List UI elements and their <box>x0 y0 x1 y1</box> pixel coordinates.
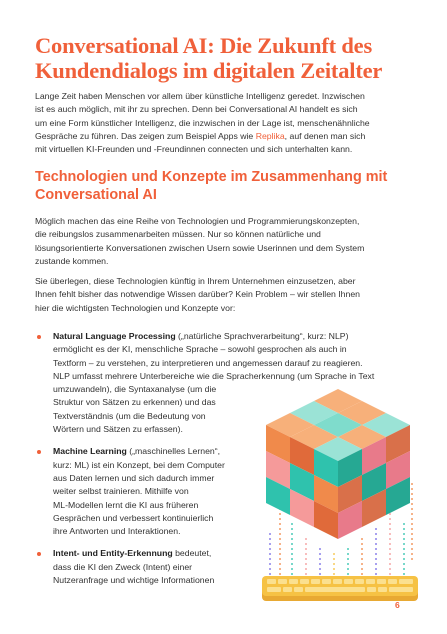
title-line: Conversational AI: Die Zukunft des <box>35 33 372 58</box>
paragraph-technologies <box>35 215 364 268</box>
text-fragment: Gespräche zu führen. Das zeigen zum Beispiel Apps wie <box>35 130 256 141</box>
text-line: NLP umfasst mehrere Unterbereiche wie die Spracherkennung (um Sprache in Text <box>53 370 375 381</box>
text-fragment: („maschinelles Lernen“, <box>126 446 221 457</box>
text-line: Textverständnis (um die Bedeutung von <box>53 410 206 421</box>
term-label: Intent- und Entity-Erkennung <box>53 548 173 559</box>
text-line: um eine Form künstlicher Intelligenz, die inzwischen in der Lage ist, menschenähnliche <box>35 117 370 128</box>
paragraph-intro-list <box>35 275 360 315</box>
text-line: ist es auch möglich, mit ihr zu sprechen. Denn bei Conversational AI handelt es sich <box>35 104 358 115</box>
page-title <box>35 33 415 83</box>
text-line: aus Daten lernen und sich dadurch immer <box>53 472 215 483</box>
text-line: Textform – zu verstehen, zu interpretieren und angemessen darauf zu reagieren. <box>53 357 363 368</box>
bullet-dot <box>37 450 41 454</box>
text-line: Nutzeranfrage und wichtige Informationen <box>53 575 215 586</box>
text-line: umzuwandeln), die Syntaxanalyse (um die <box>53 384 217 395</box>
text-line: hier die wichtigsten Technologien und Konzepte vor: <box>35 302 236 313</box>
title-line: Kundendialogs im digitalen Zeitalter <box>35 58 383 83</box>
text-line: Struktur von Sätzen zu erkennen) und das <box>53 397 216 408</box>
text-line: kurz: ML) ist ein Konzept, bei dem Computer <box>53 459 225 470</box>
text-line <box>53 330 415 343</box>
cube-keyboard-illustration <box>258 383 418 603</box>
heading-line: Technologien und Konzepte im Zusammenhang mit <box>35 169 388 185</box>
text-fragment: („natürliche Sprachverarbeitung“, kurz: NLP) <box>175 331 349 341</box>
text-line: zustande kommen. <box>35 255 109 266</box>
page-number: 6 <box>395 600 400 610</box>
text-line: mit virtuellen KI-Freunden und -Freundinnen connecten und sich unterhalten kann. <box>35 144 353 155</box>
term-label: Machine Learning <box>53 446 127 457</box>
stacked-cube <box>266 389 410 539</box>
section-heading <box>35 168 415 204</box>
heading-line: Conversational AI <box>35 187 157 203</box>
text-line: ermöglicht es der KI, menschliche Sprache – sowohl gesprochen als auch in <box>53 344 347 355</box>
text-line: Möglich machen das eine Reihe von Technologien und Programmierungskonzepten, <box>35 216 360 226</box>
text-line: Gesprächen und verbessert kontinuierlich <box>53 512 214 523</box>
text-line: lösungsorientierte Konversationen zwischen Usern sowie Userinnen und dem System <box>35 242 365 253</box>
intro-paragraph <box>35 90 370 156</box>
text-line: Sie überlegen, diese Technologien künftig in Ihrem Unternehmen einzusetzen, aber <box>35 276 356 286</box>
keyboard <box>262 576 418 601</box>
text-line: die reibungslos zusammenarbeiten müssen. Nur so können natürliche und <box>35 229 321 240</box>
bullet-dot <box>37 335 41 339</box>
text-line: ihre Antworten und Interaktionen. <box>53 526 181 537</box>
text-line <box>35 130 370 143</box>
text-line: weiter selbst trainieren. Mithilfe von <box>53 486 189 497</box>
replika-link[interactable]: Replika <box>255 130 285 141</box>
text-fragment: bedeutet, <box>172 548 212 559</box>
text-line: dass die KI den Zweck (Intent) einer <box>53 561 193 572</box>
text-line: Lange Zeit haben Menschen vor allem über künstliche Intelligenz geredet. Inzwischen <box>35 91 365 101</box>
bullet-dot <box>37 552 41 556</box>
term-label: Natural Language Processing <box>53 331 176 341</box>
text-line: ML-Modellen lernt die KI aus früheren <box>53 499 199 510</box>
text-line: Wörtern und Sätzen zu erfassen). <box>53 424 183 435</box>
text-line: Ihnen fehlt bisher das notwendige Wissen darüber? Kein Problem – wir stellen Ihnen <box>35 289 361 300</box>
text-fragment: , auf denen man sich <box>284 130 366 141</box>
